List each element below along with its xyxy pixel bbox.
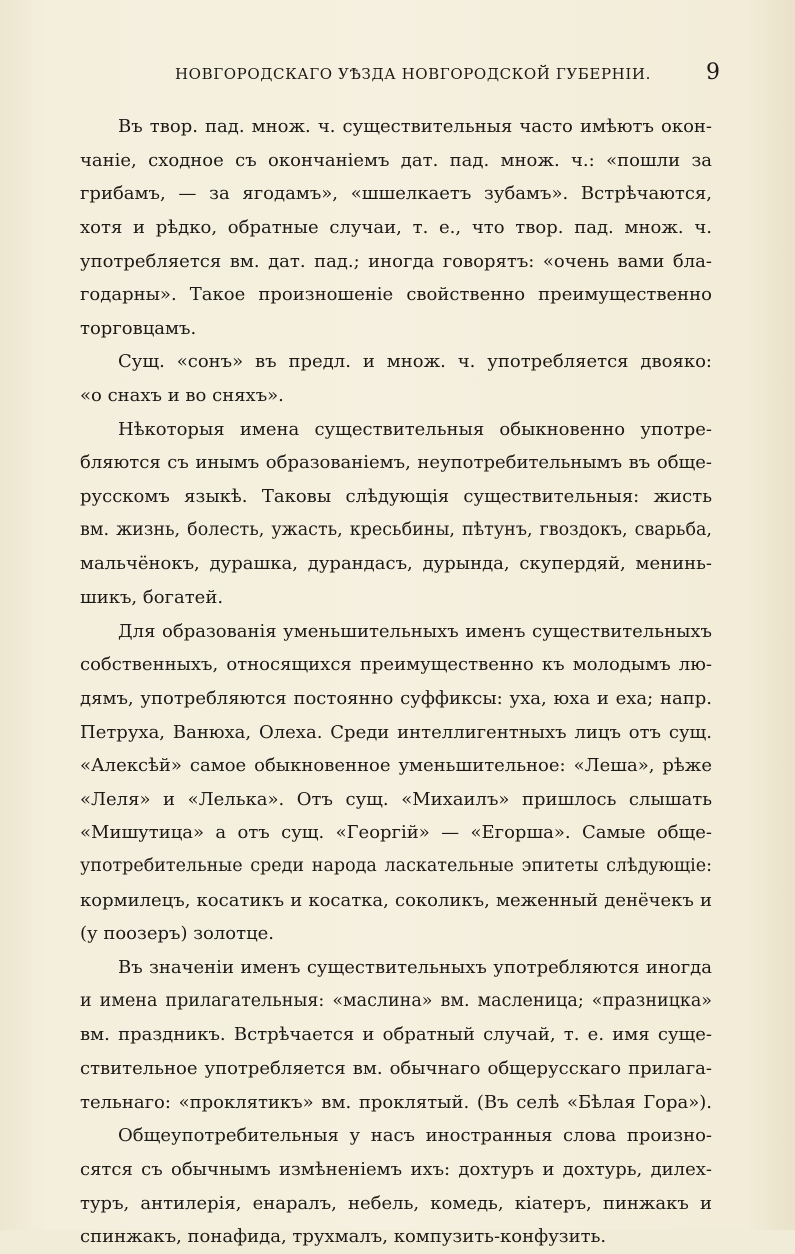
text-line: чаніе, сходное съ окончаніемъ дат. пад. множ. ч.: «пошли за bbox=[80, 149, 712, 171]
text-line: Въ твор. пад. множ. ч. существительныя часто имѣютъ окон- bbox=[118, 116, 712, 137]
page-header bbox=[80, 62, 720, 92]
text-line: ствительное употребляется вм. обычнаго общерусскаго прилага- bbox=[80, 1057, 712, 1079]
text-line: хотя и рѣдко, обратные случаи, т. е., что твор. пад. множ. ч. bbox=[80, 216, 712, 238]
text-line: употребительные среди народа ласкательные эпитеты слѣдующіе: bbox=[80, 856, 712, 877]
text-line: Для образованія уменьшительныхъ именъ существительныхъ bbox=[118, 620, 712, 642]
body-text bbox=[80, 110, 712, 1254]
text-line: мальчёнокъ, дурашка, дурандасъ, дурында, скупердяй, менинь- bbox=[80, 553, 712, 575]
text-line: Сущ. «сонъ» въ предл. и множ. ч. употребляется двояко: bbox=[118, 351, 712, 373]
text-line: «Алексѣй» самое обыкновенное уменьшительное: «Леша», рѣже bbox=[80, 755, 712, 777]
text-line: бляются съ инымъ образованіемъ, неупотребительнымъ въ обще- bbox=[80, 452, 712, 474]
text-line: Петруха, Ванюха, Олеха. Среди интеллигентныхъ лицъ отъ сущ. bbox=[80, 721, 712, 743]
text-line: вм. жизнь, болесть, ужасть, кресьбины, пѣтунъ, гвоздокъ, сварьба, bbox=[80, 519, 712, 540]
text-line: русскомъ языкѣ. Таковы слѣдующія существительныя: жисть bbox=[80, 486, 712, 508]
text-line: «Леля» и «Лелька». Отъ сущ. «Михаилъ» пришлось слышать bbox=[80, 788, 712, 810]
text-line: шикъ, богатей. bbox=[80, 586, 224, 608]
text-line: сятся съ обычнымъ измѣненіемъ ихъ: дохтуръ и дохтурь, дилех- bbox=[80, 1158, 712, 1180]
text-line: Общеупотребительныя у насъ иностранныя слова произно- bbox=[118, 1125, 712, 1147]
text-line: и имена прилагательныя: «маслина» вм. масленица; «празницка» bbox=[80, 990, 712, 1011]
text-line: кормилецъ, косатикъ и косатка, соколикъ, меженный денёчекъ и bbox=[80, 889, 712, 911]
text-line: употребляется вм. дат. пад.; иногда говорятъ: «очень вами бла- bbox=[80, 250, 712, 272]
text-line: тельнаго: «проклятикъ» вм. проклятый. (Въ селѣ «Бѣлая Гора»). bbox=[80, 1091, 712, 1113]
text-line: Нѣкоторыя имена существительныя обыкновенно употре- bbox=[118, 418, 712, 440]
text-line: «Мишутица» а отъ сущ. «Георгій» — «Егорша». Самые обще- bbox=[80, 822, 712, 844]
text-line: собственныхъ, относящихся преимущественно къ молодымъ лю- bbox=[80, 654, 712, 676]
text-line: грибамъ, — за ягодамъ», «шшелкаетъ зубамъ». Встрѣчаются, bbox=[80, 183, 712, 205]
text-line: вм. праздникъ. Встрѣчается и обратный случай, т. е. имя суще- bbox=[80, 1024, 712, 1046]
text-line: торговцамъ. bbox=[80, 317, 197, 339]
running-title: НОВГОРОДСКАГО УѢЗДА НОВГОРОДСКОЙ ГУБЕРНІИ. bbox=[175, 65, 651, 83]
text-line: годарны». Такое произношеніе свойственно преимущественно bbox=[80, 284, 712, 306]
text-line: «о снахъ и во сняхъ». bbox=[80, 385, 284, 407]
text-line: Въ значеніи именъ существительныхъ употребляются иногда bbox=[118, 957, 712, 979]
page-number: 9 bbox=[706, 60, 720, 85]
text-line: спинжакъ, понафида, трухмалъ, компузить-конфузить. bbox=[80, 1226, 607, 1248]
text-line: дямъ, употребляются постоянно суффиксы: уха, юха и еха; напр. bbox=[80, 687, 712, 709]
text-line: (у поозеръ) золотце. bbox=[80, 923, 275, 945]
text-line: туръ, антилерія, енаралъ, небель, комедь, кіатеръ, пинжакъ и bbox=[80, 1192, 712, 1214]
